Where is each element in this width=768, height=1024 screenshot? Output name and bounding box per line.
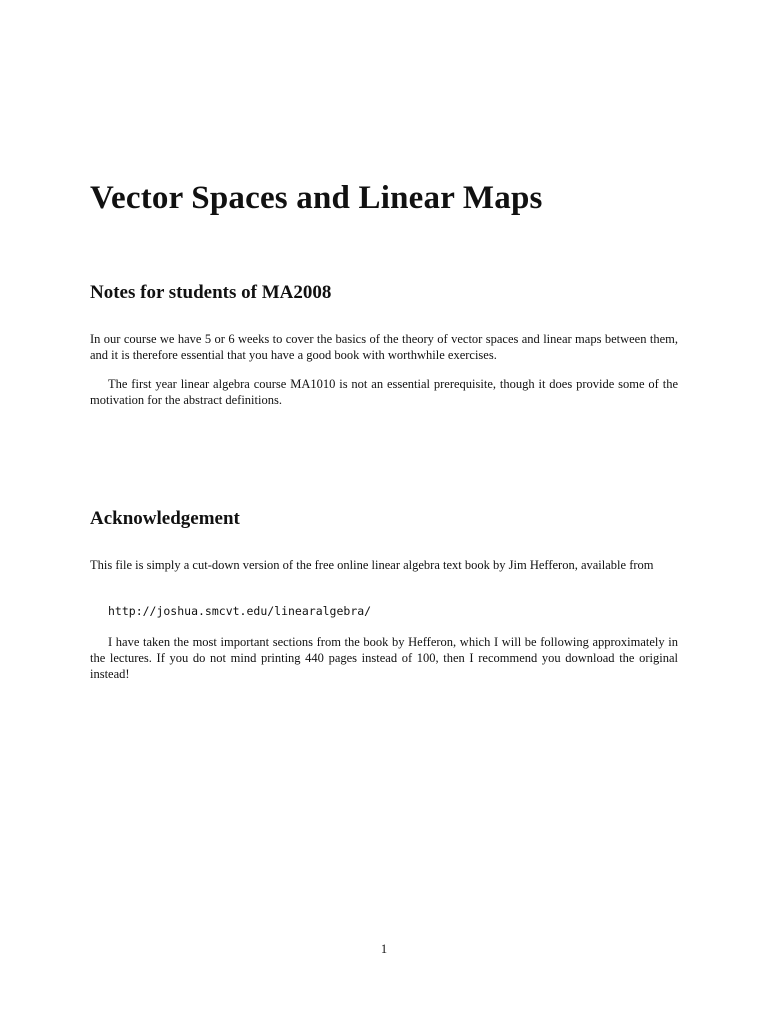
acknowledgement-paragraph-2: I have taken the most important sections from the book by Hefferon, which I will be following approximately in the lectures. If you do not mind printing 440 pages instead of 100, then I recommend you download the original instead! — [90, 635, 678, 681]
intro-paragraph-1: In our course we have 5 or 6 weeks to cover the basics of the theory of vector spaces and linear maps between them, and it is therefore essential that you have a good book with worthwhile exercises. — [90, 332, 678, 362]
acknowledgement-heading: Acknowledgement — [90, 508, 240, 529]
page-number: 1 — [380, 942, 388, 956]
document-subtitle: Notes for students of MA2008 — [90, 282, 332, 303]
document-title: Vector Spaces and Linear Maps — [90, 180, 543, 216]
hefferon-book-url: http://joshua.smcvt.edu/linearalgebra/ — [108, 604, 372, 618]
intro-paragraph-2: The first year linear algebra course MA1010 is not an essential prerequisite, though it does provide some of the motivation for the abstract definitions. — [90, 377, 678, 407]
acknowledgement-paragraph-1: This file is simply a cut-down version of the free online linear algebra text book by Jim Hefferon, available from — [90, 558, 654, 572]
